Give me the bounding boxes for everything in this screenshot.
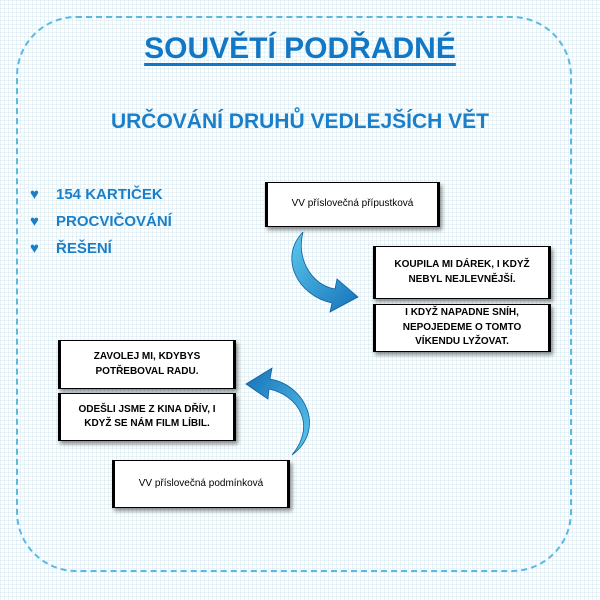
card-type-conditional: VV příslovečná podmínková bbox=[112, 460, 290, 508]
card-example-concessive-1: KOUPILA MI DÁREK, I KDYŽ NEBYL NEJLEVNĚJŠÍ. bbox=[373, 246, 551, 299]
card-example-concessive-2: I KDYŽ NAPADNE SNÍH, NEPOJEDEME O TOMTO VÍKENDU LYŽOVAT. bbox=[373, 304, 551, 352]
curved-arrow-icon bbox=[292, 232, 358, 312]
heart-icon: ♥ bbox=[30, 186, 39, 203]
heart-icon: ♥ bbox=[30, 240, 39, 257]
feature-label: ŘEŠENÍ bbox=[56, 240, 112, 257]
page-title: SOUVĚTÍ PODŘADNÉ bbox=[144, 32, 456, 65]
card-example-conditional-2: ODEŠLI JSME Z KINA DŘÍV, I KDYŽ SE NÁM FILM LÍBIL. bbox=[58, 393, 236, 441]
feature-label: 154 KARTIČEK bbox=[56, 186, 163, 203]
page-subtitle: URČOVÁNÍ DRUHŮ VEDLEJŠÍCH VĚT bbox=[110, 110, 490, 133]
heart-icon: ♥ bbox=[30, 213, 39, 230]
feature-label: PROCVIČOVÁNÍ bbox=[56, 213, 172, 230]
card-type-concessive: VV příslovečná přípustková bbox=[265, 182, 440, 227]
curved-arrow-icon bbox=[246, 368, 309, 455]
card-example-conditional-1: ZAVOLEJ MI, KDYBYS POTŘEBOVAL RADU. bbox=[58, 340, 236, 389]
